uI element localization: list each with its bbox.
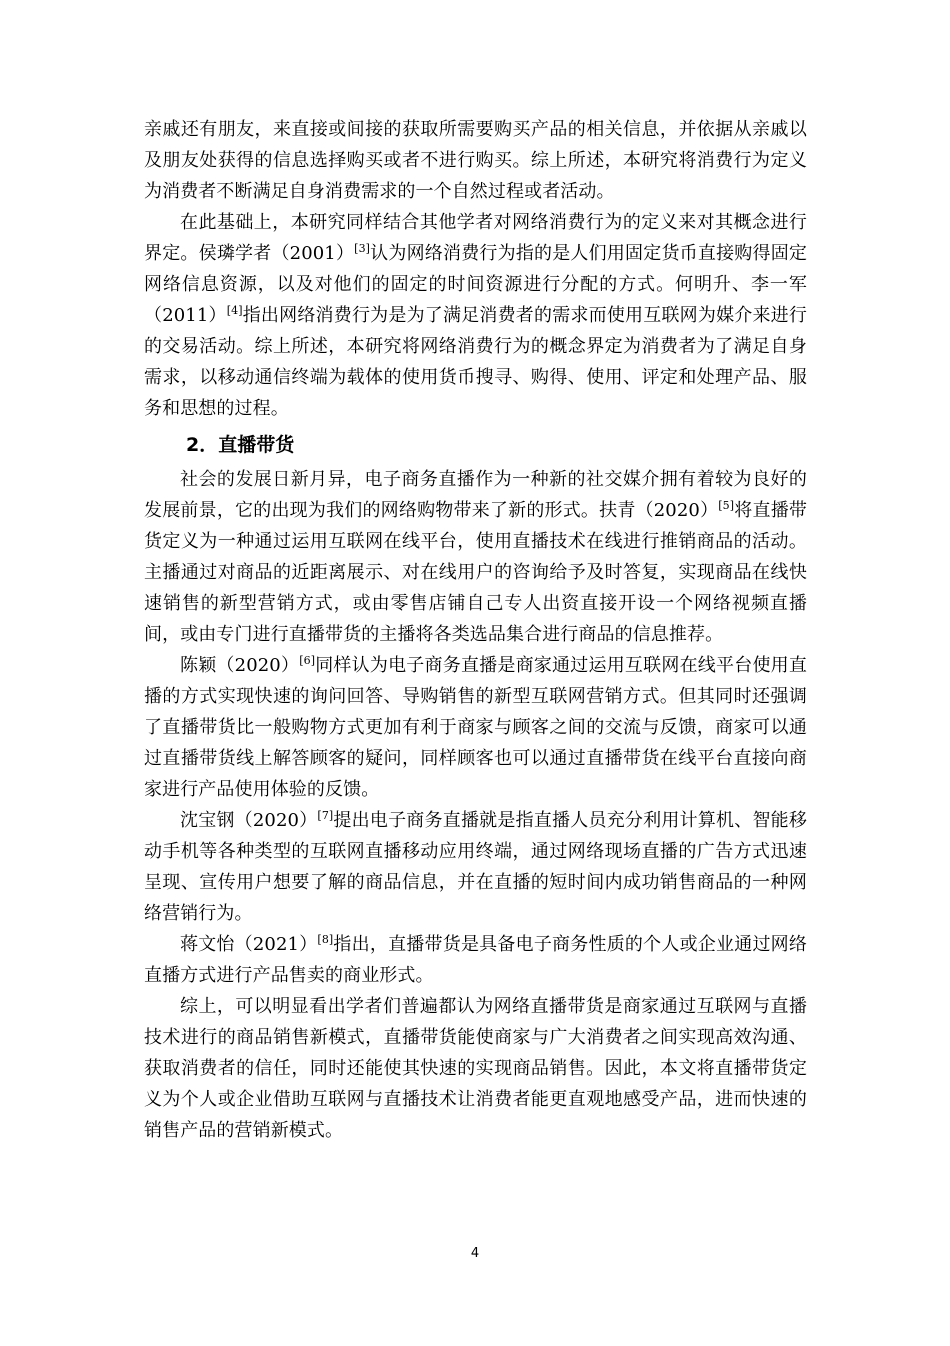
document-body [144, 114, 807, 1146]
paragraph-text: 认为网络消费行为指的是人们用固定货币直接购得固定网络信息资源，以及对他们的固定的时间资源进行分配的方式。何明升、李一军（2011） [144, 243, 807, 326]
citation-4: [4] [226, 304, 243, 317]
citation-3: [3] [354, 242, 371, 255]
citation-6: [6] [299, 654, 316, 667]
paragraph-text: 指出，直播带货是具备电子商务性质的个人或企业通过网络直播方式进行产品售卖的商业形式。 [144, 934, 807, 986]
section-heading: 2．直播带货 [186, 434, 295, 456]
page-number: 4 [470, 1246, 480, 1261]
paragraph-jiang-wenyi [144, 929, 807, 991]
paragraph-text: 在此基础上，本研究同样结合其他学者对网络消费行为的定义来对其概念进行界定。侯璘学者（2001） [144, 212, 807, 264]
paragraph-text: 蒋文怡（2021） [180, 934, 318, 955]
paragraph-shen-baogang [144, 805, 807, 929]
paragraph-text: 社会的发展日新月异，电子商务直播作为一种新的社交媒介拥有着较为良好的发展前景，它的出现为我们的网络购物带来了新的形式。扶青（2020） [144, 469, 807, 521]
paragraph-text: 将直播带货定义为一种通过运用互联网在线平台，使用直播技术在线进行推销商品的活动。主播通过对商品的近距离展示、对在线用户的咨询给予及时答复，实现商品在线快速销售的新型营销方式，或由零售店铺自己专人出资直接开设一个网络视频直播间，或由专门进行直播带货的主播将各类选品集合进行商品的信息推荐。 [144, 500, 807, 645]
paragraph-text: 提出电子商务直播就是指直播人员充分利用计算机、智能移动手机等各种类型的互联网直播移动应用终端，通过网络现场直播的广告方式迅速呈现、宣传用户想要了解的商品信息，并在直播的短时间内成功销售商品的一种网络营销行为。 [144, 810, 807, 924]
paragraph-text: 沈宝钢（2020） [180, 810, 318, 831]
paragraph-chen-ying [144, 650, 807, 805]
paragraph-summary: 综上，可以明显看出学者们普遍都认为网络直播带货是商家通过互联网与直播技术进行的商品销售新模式，直播带货能使商家与广大消费者之间实现高效沟通、获取消费者的信任，同时还能使其快速的实现商品销售。因此，本文将直播带货定义为个人或企业借助互联网与直播技术让消费者能更直观地感受产品，进而快速的销售产品的营销新模式。 [144, 996, 807, 1141]
citation-5: [5] [718, 499, 735, 512]
paragraph-online-consumer-behavior [144, 207, 807, 424]
paragraph-consumer-behavior-end: 亲戚还有朋友，来直接或间接的获取所需要购买产品的相关信息，并依据从亲戚以及朋友处获得的信息选择购买或者不进行购买。综上所述，本研究将消费行为定义为消费者不断满足自身消费需求的一个自然过程或者活动。 [144, 119, 807, 202]
paragraph-live-streaming-intro [144, 464, 807, 650]
paragraph-text: 指出网络消费行为是为了满足消费者的需求而使用互联网为媒介来进行的交易活动。综上所述，本研究将网络消费行为的概念界定为消费者为了满足自身需求，以移动通信终端为载体的使用货币搜寻、购得、使用、评定和处理产品、服务和思想的过程。 [144, 305, 807, 419]
citation-8: [8] [317, 933, 334, 946]
paragraph-text: 同样认为电子商务直播是商家通过运用互联网在线平台使用直播的方式实现快速的询问回答、导购销售的新型互联网营销方式。但其同时还强调了直播带货比一般购物方式更加有利于商家与顾客之间的交流与反馈，商家可以通过直播带货线上解答顾客的疑问，同样顾客也可以通过直播带货在线平台直接向商家进行产品使用体验的反馈。 [144, 655, 807, 800]
paragraph-text: 陈颖（2020） [180, 655, 300, 676]
citation-7: [7] [317, 809, 334, 822]
